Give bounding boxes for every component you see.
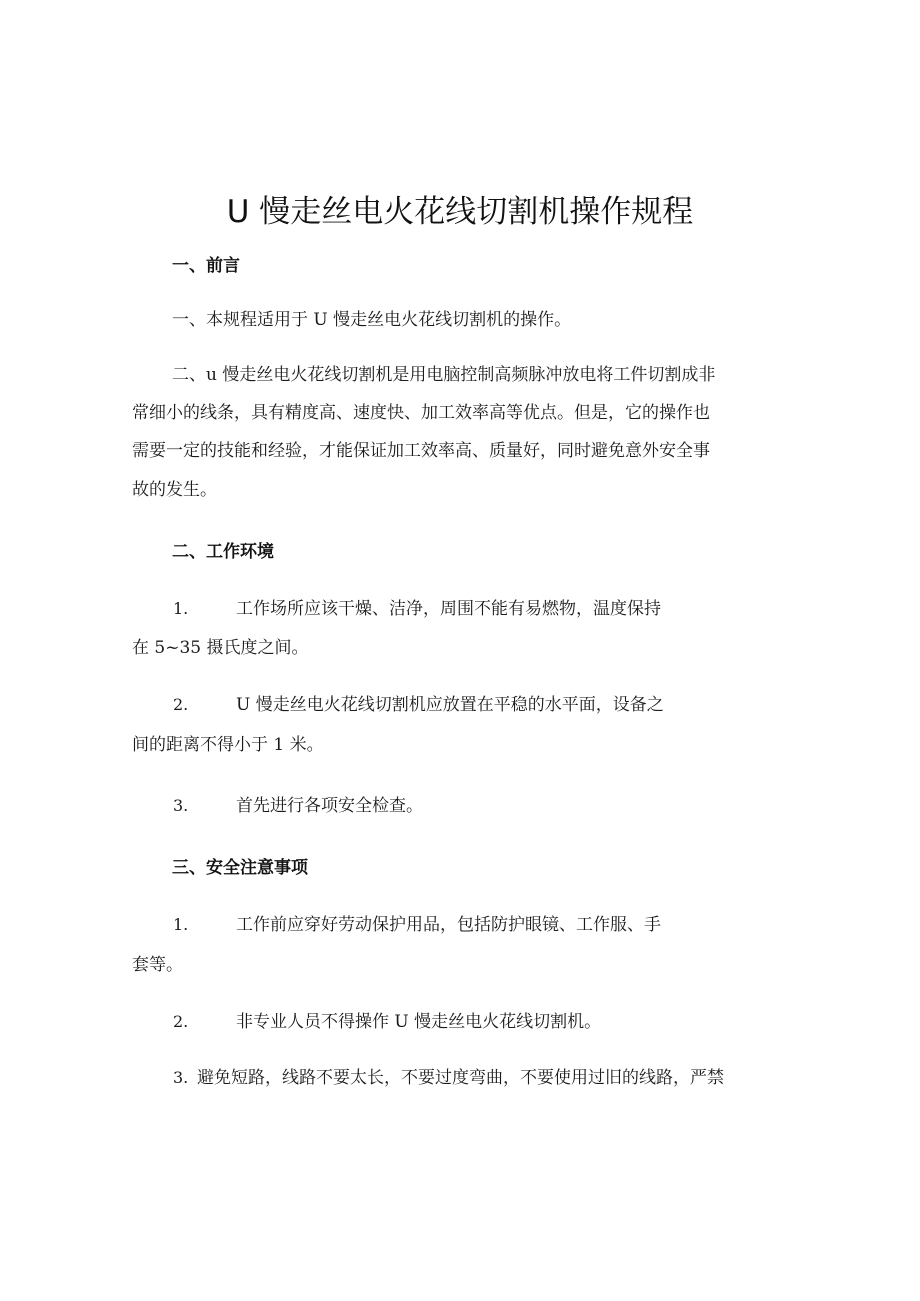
safety-item-1-line-1: 工作前应穿好劳动保护用品，包括防护眼镜、工作服、手: [236, 915, 661, 935]
preface-paragraph-2-line-4: 故的发生。: [132, 480, 217, 500]
environment-item-1-line-1: 工作场所应该干燥、洁净，周围不能有易燃物，温度保持: [236, 599, 661, 619]
environment-item-1-line-2: 在 5~35 摄氏度之间。: [132, 638, 309, 658]
environment-item-2-line-1: U 慢走丝电火花线切割机应放置在平稳的水平面，设备之: [236, 695, 664, 715]
safety-item-2-number: 2.: [173, 1012, 189, 1031]
environment-item-2-number: 2.: [173, 695, 189, 714]
section-heading-preface: 一、前言: [172, 256, 240, 276]
safety-item-1-line-2: 套等。: [132, 955, 183, 975]
safety-item-2-line-1: 非专业人员不得操作 U 慢走丝电火花线切割机。: [236, 1012, 602, 1032]
preface-paragraph-2-line-2: 常细小的线条，具有精度高、速度快、加工效率高等优点。但是，它的操作也: [132, 403, 710, 423]
preface-paragraph-2-line-3: 需要一定的技能和经验，才能保证加工效率高、质量好，同时避免意外安全事: [132, 441, 710, 461]
document-title: U 慢走丝电火花线切割机操作规程: [226, 194, 694, 230]
environment-item-3-number: 3.: [173, 796, 189, 815]
safety-item-1-number: 1.: [173, 915, 189, 934]
environment-item-3-line-1: 首先进行各项安全检查。: [236, 796, 423, 816]
safety-item-3-number: 3.: [173, 1068, 189, 1087]
preface-paragraph-2-line-1: 二、u 慢走丝电火花线切割机是用电脑控制高频脉冲放电将工件切割成非: [172, 365, 716, 385]
environment-item-1-number: 1.: [173, 599, 189, 618]
section-heading-safety: 三、安全注意事项: [172, 858, 308, 878]
section-heading-environment: 二、工作环境: [172, 542, 274, 562]
preface-paragraph-1: 一、本规程适用于 U 慢走丝电火花线切割机的操作。: [172, 310, 572, 330]
environment-item-2-line-2: 间的距离不得小于 1 米。: [132, 735, 324, 755]
safety-item-3-line-1: 避免短路，线路不要太长，不要过度弯曲，不要使用过旧的线路，严禁: [197, 1068, 724, 1088]
